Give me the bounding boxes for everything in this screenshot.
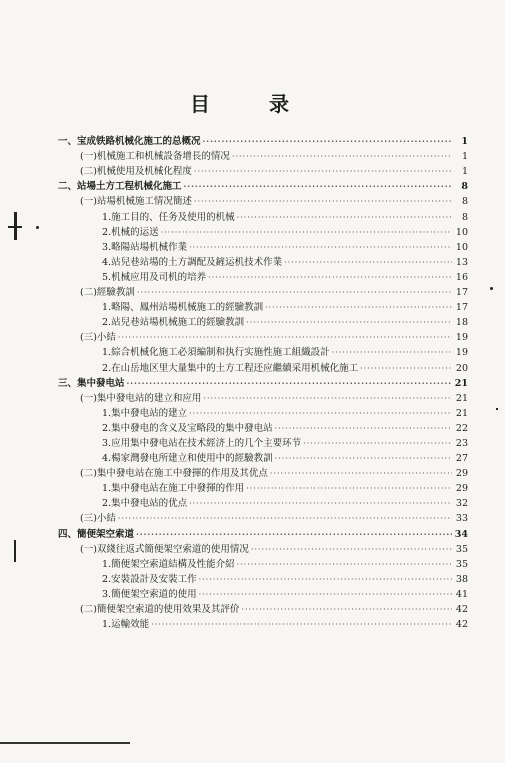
toc-leader-dots [136,529,452,540]
toc-leader-dots [194,166,452,177]
toc-entry-title: 1.略陽、鳳州站場机械施工的經驗教訓 [102,302,264,314]
toc-entry [58,313,468,328]
toc-leader-dots [203,393,452,404]
toc-entry [58,223,468,238]
toc-entry [58,268,468,283]
toc-entry-page: 33 [455,513,468,525]
toc-entry-page: 8 [461,211,468,223]
toc-entry [58,177,468,192]
scan-mark [14,540,16,562]
toc-entry-page: 10 [455,226,468,238]
toc-entry-title: 四、簡便架空索道 [58,528,135,540]
toc-entry-title: 1.集中發电站的建立 [102,407,188,419]
toc-entry [58,358,468,373]
toc-entry [58,464,468,479]
toc-entry [58,343,468,358]
toc-entry-page: 1 [461,151,468,163]
page-title: 目 录 [190,92,315,116]
toc-leader-dots [237,212,452,223]
toc-entry-page: 32 [455,498,468,510]
toc-entry [58,404,468,419]
toc-leader-dots [237,559,452,570]
toc-leader-dots [303,438,452,449]
toc-leader-dots [151,619,452,630]
toc-entry-page: 42 [455,619,468,631]
toc-entry [58,132,468,147]
toc-entry [58,509,468,524]
table-of-contents [58,132,468,630]
toc-entry-page: 27 [455,453,468,465]
toc-leader-dots [265,302,452,313]
scan-mark [36,226,39,229]
toc-entry [58,449,468,464]
toc-leader-dots [332,347,452,358]
toc-entry-page: 19 [455,347,468,359]
toc-leader-dots [189,498,452,509]
toc-entry-title: (三)小結 [80,332,116,344]
toc-entry-title: 2.安裝設計及安裝工作 [102,573,197,585]
toc-entry-page: 35 [455,543,468,555]
toc-entry-title: 2.站兒巷站場机械施工的經驗教訓 [102,317,245,329]
toc-entry-page: 13 [455,256,468,268]
toc-entry [58,298,468,313]
toc-leader-dots [270,468,452,479]
scan-mark [496,408,498,410]
toc-leader-dots [246,317,452,328]
toc-entry-page: 22 [455,422,468,434]
toc-leader-dots [127,378,452,389]
toc-entry-page: 34 [454,528,468,540]
toc-entry-page: 42 [455,604,468,615]
toc-entry [58,207,468,222]
toc-leader-dots [275,423,452,434]
toc-leader-dots [194,196,452,207]
toc-leader-dots [203,136,452,147]
toc-entry-title: 2.集中發电的含义及宝略段的集中發电站 [102,422,273,434]
toc-leader-dots [251,544,452,555]
toc-leader-dots [161,227,452,238]
toc-leader-dots [189,408,452,419]
toc-entry-title: (一)站場机械施工情况簡述 [80,196,192,208]
toc-entry-page: 29 [455,483,468,495]
toc-entry [58,283,468,298]
toc-leader-dots [189,242,452,253]
toc-entry-page: 19 [455,332,468,344]
toc-entry-title: 1.施工目的、任务及使用的机械 [102,211,235,223]
toc-entry-title: 1.簡便架空索道結構及性能介紹 [102,558,235,570]
toc-leader-dots [241,604,452,615]
toc-entry-page: 8 [461,196,468,208]
toc-entry-title: 5.机械应用及司机的培养 [102,271,207,283]
toc-entry-page: 1 [461,136,468,148]
toc-leader-dots [118,332,452,343]
toc-entry-page: 16 [455,271,468,283]
toc-entry-title: (三)小結 [80,513,116,525]
toc-entry-page: 8 [461,181,468,193]
toc-entry-title: 三、集中發电站 [58,377,125,389]
toc-entry [58,434,468,449]
toc-leader-dots [137,287,452,298]
toc-entry-title: 3.应用集中發电站在技术經济上的几个主要环节 [102,437,302,449]
toc-entry-page: 29 [455,468,468,480]
toc-leader-dots [118,513,452,524]
toc-leader-dots [246,483,452,494]
toc-entry [58,540,468,555]
scan-mark [490,287,493,290]
toc-entry-page: 38 [455,573,468,585]
toc-entry [58,328,468,343]
toc-entry-page: 35 [455,558,468,570]
toc-entry [58,374,468,389]
toc-entry [58,162,468,177]
toc-leader-dots [232,151,452,162]
toc-entry-title: 一、宝成铁路机械化施工的总概况 [58,136,201,148]
toc-entry-page: 20 [455,362,468,374]
toc-entry-title: (一)集中發电站的建立和应用 [80,392,202,404]
toc-entry-title: 2.集中發电站的优点 [102,498,188,510]
toc-entry-page: 21 [454,377,468,389]
toc-entry-page: 23 [455,437,468,449]
toc-leader-dots [199,574,452,585]
toc-entry-title: 3.簡便架空索道的使用 [102,588,197,600]
toc-entry-title: 1.集中發电站在施工中發揮的作用 [102,483,245,495]
toc-entry [58,600,468,615]
toc-entry [58,389,468,404]
scan-mark [8,226,22,228]
toc-leader-dots [360,363,452,374]
toc-entry [58,524,468,539]
toc-leader-dots [199,589,452,600]
toc-entry [58,253,468,268]
toc-entry-page: 1 [461,166,468,178]
toc-entry-title: 二、站場土方工程机械化施工 [58,181,182,193]
toc-entry-title: (二)經驗教訓 [80,287,135,299]
toc-entry [58,555,468,570]
toc-entry-page: 41 [455,588,468,600]
toc-entry-page: 10 [455,241,468,253]
toc-entry-title: (二)集中發电站在施工中發揮的作用及其优点 [80,468,268,480]
toc-entry-title: 1.綜合机械化施工必須編制和执行实施性施工組織設計 [102,347,330,359]
toc-entry [58,238,468,253]
toc-entry-title: (二)簡便架空索道的使用效果及其評价 [80,604,240,615]
toc-entry-title: (二)机械使用及机械化程度 [80,166,192,178]
toc-entry-title: (一)双綫往返式簡便架空索道的使用情况 [80,543,249,555]
toc-leader-dots [184,181,452,192]
toc-entry [58,570,468,585]
toc-entry-page: 21 [455,392,468,404]
toc-entry-title: 4.站兒巷站場的土方調配及鏟运机技术作業 [102,256,283,268]
toc-entry [58,615,468,630]
toc-leader-dots [208,272,452,283]
toc-entry [58,192,468,207]
toc-entry-title: 2.在山岳地区里大量集中的土方工程还应繼續采用机械化施工 [102,362,359,374]
toc-entry-page: 21 [455,407,468,419]
toc-leader-dots [284,257,452,268]
toc-entry [58,585,468,600]
toc-entry-page: 17 [455,287,468,299]
toc-entry [58,479,468,494]
toc-entry-title: 1.运輸效能 [102,619,150,631]
toc-entry [58,419,468,434]
toc-entry-title: 3.略陽站場机械作業 [102,241,188,253]
toc-entry [58,147,468,162]
toc-entry-page: 17 [455,302,468,314]
toc-entry-title: 4.楊家灣發电所建立和使用中的經驗教訓 [102,453,273,465]
toc-entry-page: 18 [455,317,468,329]
toc-entry [58,494,468,509]
toc-entry-title: (一)机械施工和机械設备增長的情况 [80,151,230,163]
toc-entry-title: 2.机械的运送 [102,226,159,238]
toc-leader-dots [275,453,452,464]
scan-edge-line [0,742,130,744]
